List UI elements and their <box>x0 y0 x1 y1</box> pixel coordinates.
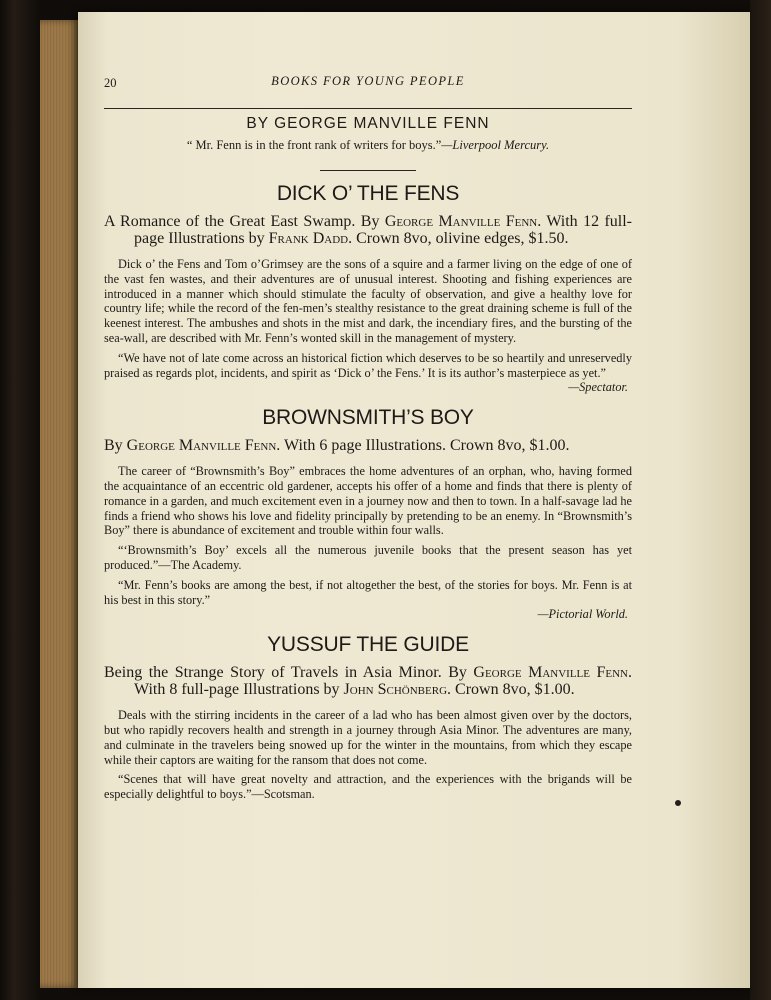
author-epigraph <box>104 138 632 153</box>
book-entry-brownsmiths-boy <box>104 406 632 622</box>
header-rule <box>104 108 632 109</box>
ink-spot <box>675 800 681 806</box>
review-quote: “Mr. Fenn’s books are among the best, if not altogether the best, of the stories for boys. Mr. Fenn is at his best in this story.” <box>104 577 632 607</box>
author-heading: BY GEORGE MANVILLE FENN <box>246 115 490 132</box>
review-source: —Spectator. <box>568 380 628 395</box>
book-description: Being the Strange Story of Travels in Asia Minor. By George Manville Fenn. With 8 full-page Illustrations by John Schönberg. Crown 8vo, $1.00. <box>104 664 632 699</box>
epigraph-quote: “ Mr. Fenn is in the front rank of writers for boys.” <box>186 138 442 152</box>
book-title: BROWNSMITH’S BOY <box>262 406 474 430</box>
review-source: —Pictorial World. <box>537 607 628 622</box>
section-rule <box>320 170 416 171</box>
epigraph-source: —Liverpool Mercury. <box>441 138 550 152</box>
review-quote: “We have not of late come across an historical fiction which deserves to be so heartily and unreservedly praised as regards plot, incidents, and spirit as ‘Dick o’ the Fens.’ It is its author’s masterpiece as yet.” <box>104 350 632 380</box>
illustrator-name: John Schönberg <box>343 681 448 699</box>
book-summary: The career of “Brownsmith’s Boy” embraces the home adventures of an orphan, who, having formed the acquaintance of an eccentric old gardener, accepts his offer of a home and finds that there is plenty of romance in a garden, and much excitement even in a journey now and then to town. In a half-savage lad he finds a friend who shows his love and fidelity principally by pretending to be an enemy. In “Brownsmith’s Boy” there is abundance of excitement and trouble within four walls. <box>104 464 632 538</box>
review-quote: “Scenes that will have great novelty and attraction, and the experiences with the brigands will be especially delightful to boys.”—Scotsman. <box>104 772 632 802</box>
author-name: George Manville Fenn <box>384 213 538 230</box>
page-number: 20 <box>104 76 117 90</box>
running-title: BOOKS FOR YOUNG PEOPLE <box>271 74 465 88</box>
book-summary: Dick o’ the Fens and Tom o’Grimsey are the sons of a squire and a farmer living on the edge of one of the vast fen wastes, and their adventures are of unusual interest. Shooting and fishing experiences are introduced in a manner which should stimulate the faculty of observation, and give a healthy love for country life; while the record of the fen-men’s stealthy resistance to the great draining scheme is full of the keenest interest. The ambushes and shots in the mist and dark, the incendiary fires, and the bursting of the sea-wall, are described with Mr. Fenn’s wonted skill in the management of mystery. <box>104 257 632 345</box>
book-description: A Romance of the Great East Swamp. By George Manville Fenn. With 12 full-page Illustrations by Frank Dadd. Crown 8vo, olivine edges, $1.50. <box>104 213 633 247</box>
book-title: DICK O’ THE FENS <box>276 182 460 205</box>
author-name: George Manville Fenn <box>473 664 628 682</box>
review-quote: “‘Brownsmith’s Boy’ excels all the numerous juvenile books that the present season has yet produced.”—The Academy. <box>104 543 632 572</box>
author-name: George Manville Fenn <box>126 437 277 455</box>
page-content <box>104 72 632 802</box>
page-edges <box>40 20 80 988</box>
book-title: YUSSUF THE GUIDE <box>267 633 469 657</box>
book-entry-dick-o-the-fens <box>104 182 632 395</box>
running-head <box>104 72 632 94</box>
book-entry-yussuf-the-guide <box>104 633 632 802</box>
book-summary: Deals with the stirring incidents in the career of a lad who has been almost given over by the doctors, but who rapidly recovers health and strength in a journey through Asia Minor. The adventures are many, and culminate in the travelers being snowed up for the winter in the mountains, from which they escape while their captors are waiting for the ransom that does not come. <box>104 708 632 767</box>
book-description: By George Manville Fenn. With 6 page Illustrations. Crown 8vo, $1.00. <box>104 437 570 455</box>
right-edge <box>750 0 771 1000</box>
illustrator-name: Frank Dadd <box>268 230 349 247</box>
